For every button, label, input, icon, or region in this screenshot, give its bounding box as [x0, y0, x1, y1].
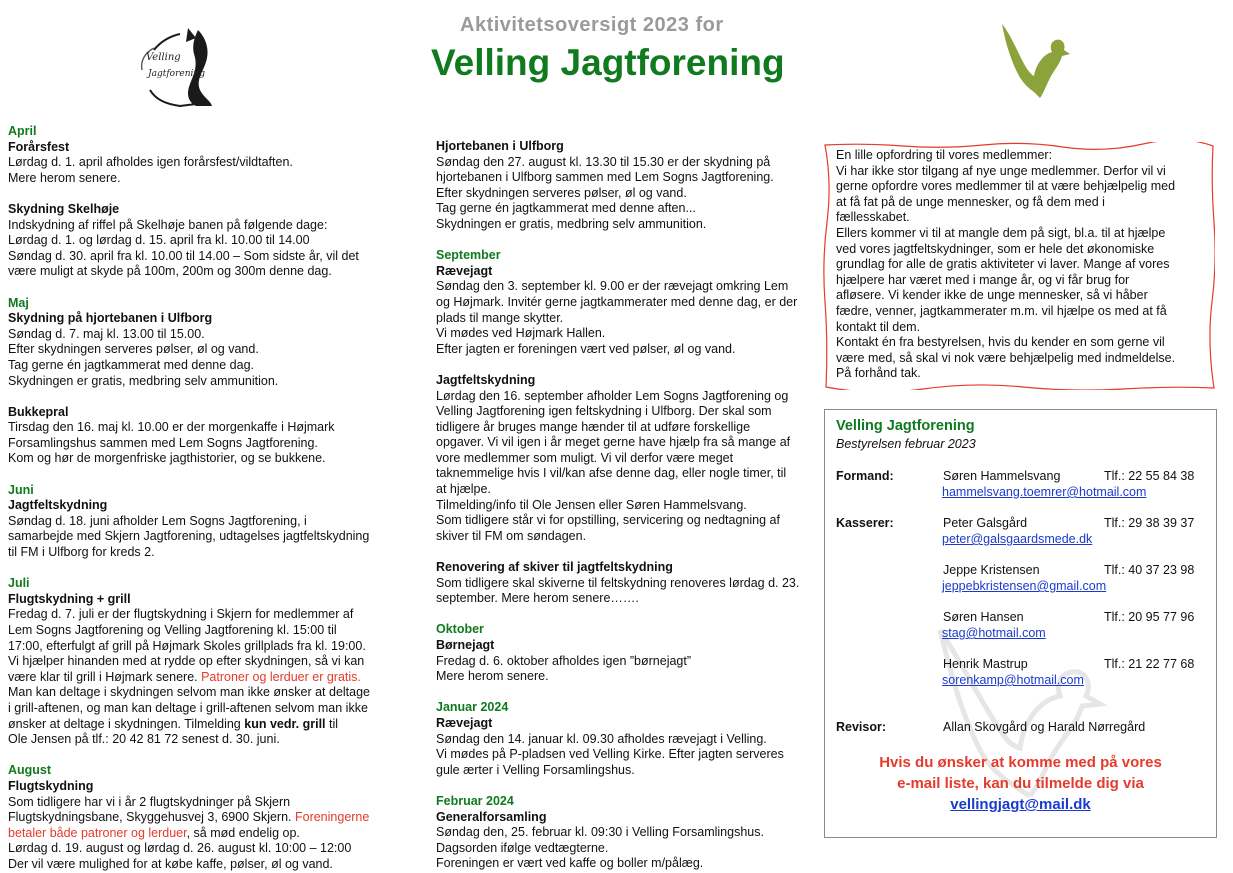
member-phone: Tlf.: 21 22 77 68 [1104, 657, 1195, 671]
event-text: til FM i Ulfborg for kreds 2. [8, 545, 155, 560]
event-heading: Rævejagt [436, 263, 493, 278]
event-text: Lørdag d. 1. april afholdes igen forårsfest/vildtaften. [8, 155, 293, 170]
event-text: samarbejde med Skjern Jagtforening, udtagelses jagtfeltskydning [8, 529, 370, 544]
event-text [8, 810, 408, 826]
note-line: Vi har ikke stor tilgang af nye unge medlemmer. Derfor vil vi [836, 163, 1166, 178]
event-text: Indskydning af riffel på Skelhøje banen på følgende dage: [8, 217, 328, 232]
formand-label: Formand: [836, 469, 894, 483]
note-line: være med, så skal vi nok være behjælpelig med indmeldelse. [836, 350, 1176, 365]
event-text: Kom og hør de morgenfriske jagthistorier, og se bukkene. [8, 451, 326, 466]
event-text: Ole Jensen på tlf.: 20 42 81 72 senest d. 30. juni. [8, 732, 280, 747]
event-text: Søndag den 27. august kl. 13.30 til 15.30 er der skydning på [436, 154, 771, 169]
note-line: fædre, venner, jagtkammerater m.m. vil hjælpe os med at få [836, 303, 1167, 318]
event-text: Som tidligere står vi for opstilling, servicering og nedtagning af [436, 513, 780, 528]
note-line: fællesskabet. [836, 210, 910, 225]
event-text-part: ønsker at deltage i skydningen. Tilmelding [8, 716, 245, 731]
logo-text-1: Velling [146, 52, 181, 63]
free-notice: betaler både patroner og lerduer [8, 825, 187, 840]
note-line: hjælpere har været med i mange år, og vi får brug for [836, 272, 1130, 287]
event-text-part: Flugtskydningsbane, Skyggehusvej 3, 6900 Skjern. [8, 810, 295, 825]
member-phone: Tlf.: 22 55 84 38 [1104, 469, 1195, 483]
event-text: Vi hjælper hinanden med at rydde op efter skydningen, så vi kan [8, 654, 365, 669]
note-line: ved vores jagtfeltskydninger, som er hele det økonomiske [836, 241, 1155, 256]
event-heading: Flugtskydning + grill [8, 591, 131, 606]
event-text: hjortebanen i Ulfborg sammen med Lem Sogns Jagtforening. [436, 170, 774, 185]
event-text: og Højmark. Invitér gerne jagtkammerater med denne dag, er der [436, 294, 798, 309]
event-text: plads til mange skytter. [436, 310, 564, 325]
event-heading: Flugtskydning [8, 778, 94, 793]
event-heading: Skydning Skelhøje [8, 201, 120, 216]
board-panel [824, 409, 1217, 838]
event-text: Skydningen er gratis, medbring selv ammunition. [8, 373, 279, 388]
note-line: gerne opfordre vores medlemmer til at være behjælpelig med [836, 179, 1176, 194]
fox-logo-icon [136, 24, 216, 108]
note-line: Kontakt én fra bestyrelsen, hvis du kender en som gerne vil [836, 335, 1165, 350]
event-text: Lørdag den 16. september afholder Lem Sogns Jagtforening og [436, 388, 789, 403]
month-maj: Maj [8, 295, 29, 310]
member-email-link[interactable]: peter@galsgaardsmede.dk [942, 532, 1093, 546]
appeal-note [823, 142, 1215, 390]
event-heading: Jagtfeltskydning [436, 372, 536, 387]
member-email-link[interactable]: stag@hotmail.com [942, 626, 1046, 640]
event-text: skiver til FM om søndagen. [436, 528, 587, 543]
mailing-list-email-link[interactable]: vellingjagt@mail.dk [950, 796, 1091, 813]
event-text: Søndag den 14. januar kl. 09.30 afholdes rævejagt i Velling. [436, 731, 767, 746]
activities-column-1 [8, 124, 408, 873]
event-heading: Forårsfest [8, 139, 70, 154]
month-august: August [8, 763, 52, 778]
event-text: Som tidligere skal skiverne til feltskydning renoveres lørdag d. 23. [436, 575, 800, 590]
event-text: at hjælpe. [436, 482, 491, 497]
member-name: Jeppe Kristensen [943, 563, 1040, 577]
event-text: Tilmelding/info til Ole Jensen eller Søren Hammelsvang. [436, 497, 747, 512]
month-juli: Juli [8, 576, 30, 591]
note-line: kontakt til dem. [836, 319, 921, 334]
month-september: September [436, 248, 501, 263]
logo-text-2: Jagtforening [148, 69, 205, 79]
event-text: Efter skydningen serveres pølser, øl og vand. [436, 185, 687, 200]
event-text: Velling Jagtforening igen feltskydning i Ulfborg. Der skal som [436, 404, 772, 419]
mailing-list-call [825, 752, 1216, 815]
member-name: Peter Galsgård [943, 516, 1028, 530]
event-heading: Hjortebanen i Ulfborg [436, 139, 564, 153]
event-text-part: være klar til grill i Højmark senere. [8, 669, 202, 684]
mailing-list-text: e-mail liste, kan du tilmelde dig via [897, 775, 1144, 792]
board-title: Velling Jagtforening [836, 418, 975, 434]
event-text: Søndag d. 18. juni afholder Lem Sogns Jagtforening, i [8, 513, 307, 528]
event-text [8, 826, 408, 842]
note-line: at få fat på de unge mennesker, og få dem med i [836, 194, 1105, 209]
event-heading: Bukkepral [8, 404, 69, 419]
grill-emphasis: kun vedr. grill [244, 716, 326, 731]
event-heading: Børnejagt [436, 638, 495, 652]
event-text: Tag gerne én jagtkammerat med denne dag. [8, 357, 254, 372]
event-text: Efter jagten er foreningen vært ved pølser, øl og vand. [436, 341, 736, 356]
event-text: gule ærter i Velling Forsamlingshus. [436, 762, 635, 777]
event-text: Lem Sogns Jagtforening og Velling Jagtforening kl. 15:00 til [8, 623, 337, 637]
event-text: Forsamlingshus sammen med Lem Sogns Jagtforening. [8, 435, 318, 450]
event-text: Man kan deltage i skydningen selvom man ikke ønsker at deltage [8, 685, 370, 700]
month-juni: Juni [8, 482, 34, 497]
event-text: Dagsorden ifølge vedtægterne. [436, 840, 609, 855]
event-text: september. Mere herom senere……. [436, 591, 639, 606]
event-text: Tag gerne én jagtkammerat med denne aften... [436, 201, 696, 216]
event-text: vore medlemmer som muligt. Vi vil derfor være meget [436, 450, 734, 465]
event-text-part: til [325, 716, 339, 731]
member-name: Søren Hammelsvang [943, 469, 1061, 483]
activities-column-2 [436, 139, 816, 872]
event-text: Vi mødes på P-pladsen ved Velling Kirke. Efter jagten serveres [436, 747, 784, 762]
event-text: tidligere år bruges mange hænder til at udføre forskellige [436, 419, 751, 434]
kasserer-label: Kasserer: [836, 516, 894, 530]
event-heading: Rævejagt [436, 715, 493, 730]
free-notice: Foreningerne [294, 810, 370, 825]
event-heading: Jagtfeltskydning [8, 498, 108, 513]
event-heading: Renovering af skiver til jagtfeltskydning [436, 560, 673, 575]
duck-icon [1000, 20, 1070, 100]
member-name: Henrik Mastrup [943, 657, 1028, 671]
event-heading: Skydning på hjortebanen i Ulfborg [8, 311, 213, 326]
event-text: taknemmelige hvis I vil/kan afse denne dag, eller nogle timer, til [436, 466, 787, 481]
event-text: Tirsdag den 16. maj kl. 10.00 er der morgenkaffe i Højmark [8, 420, 335, 435]
event-text: 17:00, efterfulgt af grill på Højmark Skoles grillplads fra kl. 19:00. [8, 638, 366, 653]
event-text: Lørdag d. 19. august og lørdag d. 26. august kl. 10:00 – 12:00 [8, 841, 352, 856]
month-oktober: Oktober [436, 622, 484, 637]
member-email-link[interactable]: jeppebkristensen@gmail.com [942, 579, 1107, 593]
event-text [8, 717, 408, 733]
event-heading: Generalforsamling [436, 809, 547, 824]
event-text: Lørdag d. 1. og lørdag d. 15. april fra kl. 10.00 til 14.00 [8, 233, 310, 248]
mailing-list-text: Hvis du ønsker at komme med på vores [879, 754, 1162, 771]
member-phone: Tlf.: 40 37 23 98 [1104, 563, 1195, 577]
event-text: i grill-aftenen, og man kan deltage i grill-aftenen selvom man ikke [8, 700, 368, 715]
event-text: Som tidligere har vi i år 2 flugtskydninger på Skjern [8, 794, 291, 809]
subtitle: Aktivitetsoversigt 2023 for [460, 14, 724, 36]
event-text: være muligt at skyde på 100m, 200m og 300m denne dag. [8, 264, 332, 279]
board-subtitle: Bestyrelsen februar 2023 [836, 437, 976, 451]
event-text: Mere herom senere. [436, 669, 549, 684]
month-januar: Januar 2024 [436, 700, 509, 715]
free-notice: Patroner og lerduer er gratis. [201, 669, 361, 684]
member-phone: Tlf.: 20 95 77 96 [1104, 610, 1195, 624]
event-text: Vi mødes ved Højmark Hallen. [436, 326, 606, 341]
month-april: April [8, 124, 37, 138]
event-text: Foreningen er vært ved kaffe og boller m/pålæg. [436, 856, 704, 871]
member-name: Søren Hansen [943, 610, 1024, 624]
event-text: opgaver. Vi vil igen i år meget gerne have hjælp fra så mange af [436, 435, 791, 450]
event-text-part: , så mød endelig op. [186, 825, 300, 840]
month-februar: Februar 2024 [436, 793, 514, 808]
note-line: En lille opfordring til vores medlemmer: [836, 148, 1053, 162]
member-email-link[interactable]: hammelsvang.toemrer@hotmail.com [942, 485, 1147, 499]
event-text: Skydningen er gratis, medbring selv ammunition. [436, 216, 707, 231]
event-text: Der vil være mulighed for at købe kaffe, pølser, øl og vand. [8, 856, 333, 871]
event-text: Søndag den, 25. februar kl. 09:30 i Velling Forsamlingshus. [436, 825, 764, 840]
note-line: Ellers kommer vi til at mangle dem på sigt, bl.a. til at hjælpe [836, 225, 1166, 240]
member-phone: Tlf.: 29 38 39 37 [1104, 516, 1195, 530]
note-line: afløsere. Vi kender ikke de unge mennesker, så vi håber [836, 288, 1148, 303]
event-text: Fredag d. 6. oktober afholdes igen ”børnejagt” [436, 653, 692, 668]
event-text: Søndag den 3. september kl. 9.00 er der rævejagt omkring Lem [436, 279, 789, 294]
member-email-link[interactable]: sorenkamp@hotmail.com [942, 673, 1084, 687]
note-line: grundlag for alle de gratis aktiviteter vi laver. Mange af vores [836, 257, 1170, 272]
note-line: På forhånd tak. [836, 366, 921, 381]
event-text: Efter skydningen serveres pølser, øl og vand. [8, 342, 259, 357]
event-text: Fredag d. 7. juli er der flugtskydning i Skjern for medlemmer af [8, 607, 354, 622]
event-text: Søndag d. 30. april fra kl. 10.00 til 14.00 – Som sidste år, vil det [8, 248, 359, 263]
event-text: Søndag d. 7. maj kl. 13.00 til 15.00. [8, 326, 205, 341]
revisor-label: Revisor: [836, 720, 887, 734]
revisor-names: Allan Skovgård og Harald Nørregård [943, 720, 1146, 734]
page-title: Velling Jagtforening [431, 42, 785, 83]
event-text: Mere herom senere. [8, 170, 121, 185]
event-text [8, 670, 408, 686]
